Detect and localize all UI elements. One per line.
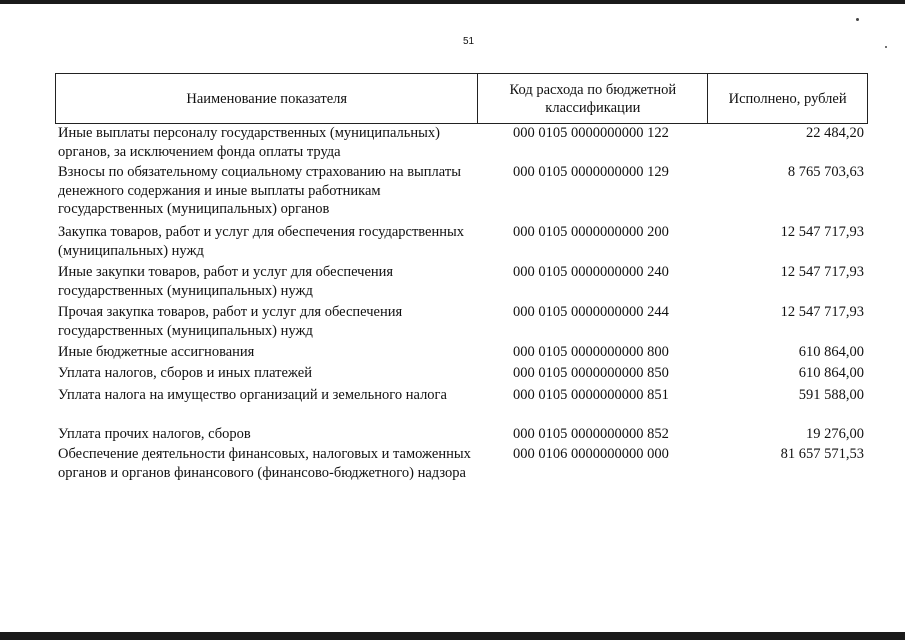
row-code: 000 0105 0000000000 244	[513, 304, 669, 320]
row-name: Закупка товаров, работ и услуг для обеспечения государственных (муниципальных) нужд	[58, 224, 465, 259]
row-amount: 610 864,00	[798, 344, 864, 360]
header-name: Наименование показателя	[56, 74, 478, 124]
row-amount: 19 276,00	[806, 426, 864, 442]
row-code: 000 0105 0000000000 240	[513, 264, 669, 280]
row-code: 000 0105 0000000000 852	[513, 426, 669, 442]
row-amount: 591 588,00	[798, 387, 864, 403]
scan-speck	[856, 18, 859, 21]
row-name: Иные бюджетные ассигнования	[58, 344, 255, 360]
header-code: Код расхода по бюджетной классификации	[478, 74, 708, 124]
row-amount: 12 547 717,93	[780, 224, 864, 240]
row-name: Уплата налога на имущество организаций и земельного налога	[58, 387, 447, 403]
page-number: 51	[462, 36, 475, 47]
row-code: 000 0105 0000000000 122	[513, 125, 669, 141]
row-amount: 12 547 717,93	[780, 304, 864, 320]
row-name: Обеспечение деятельности финансовых, налоговых и таможенных органов и органов финансового (финансово-бюджетного) надзора	[58, 446, 471, 481]
row-code: 000 0105 0000000000 851	[513, 387, 669, 403]
row-name: Иные закупки товаров, работ и услуг для обеспечения государственных (муниципальных) нужд	[58, 264, 394, 299]
row-code: 000 0105 0000000000 200	[513, 224, 669, 240]
table-header	[55, 73, 868, 124]
row-amount: 12 547 717,93	[780, 264, 864, 280]
scan-edge-top	[0, 0, 905, 4]
row-name: Взносы по обязательному социальному страхованию на выплаты денежного содержания и иные выплаты работникам государственных (муниципальных) органов	[58, 164, 461, 217]
row-amount: 8 765 703,63	[787, 164, 864, 180]
row-amount: 81 657 571,53	[780, 446, 864, 462]
row-code: 000 0105 0000000000 800	[513, 344, 669, 360]
header-amount: Исполнено, рублей	[708, 74, 868, 124]
row-name: Иные выплаты персоналу государственных (муниципальных) органов, за исключением фонда оплаты труда	[58, 125, 440, 160]
row-name: Уплата прочих налогов, сборов	[58, 426, 251, 442]
row-amount: 22 484,20	[806, 125, 864, 141]
scan-edge-bottom	[0, 632, 905, 640]
row-name: Уплата налогов, сборов и иных платежей	[58, 365, 312, 381]
row-code: 000 0105 0000000000 129	[513, 164, 669, 180]
row-amount: 610 864,00	[798, 365, 864, 381]
row-code: 000 0106 0000000000 000	[513, 446, 669, 462]
row-code: 000 0105 0000000000 850	[513, 365, 669, 381]
row-name: Прочая закупка товаров, работ и услуг для обеспечения государственных (муниципальных) нужд	[58, 304, 403, 339]
